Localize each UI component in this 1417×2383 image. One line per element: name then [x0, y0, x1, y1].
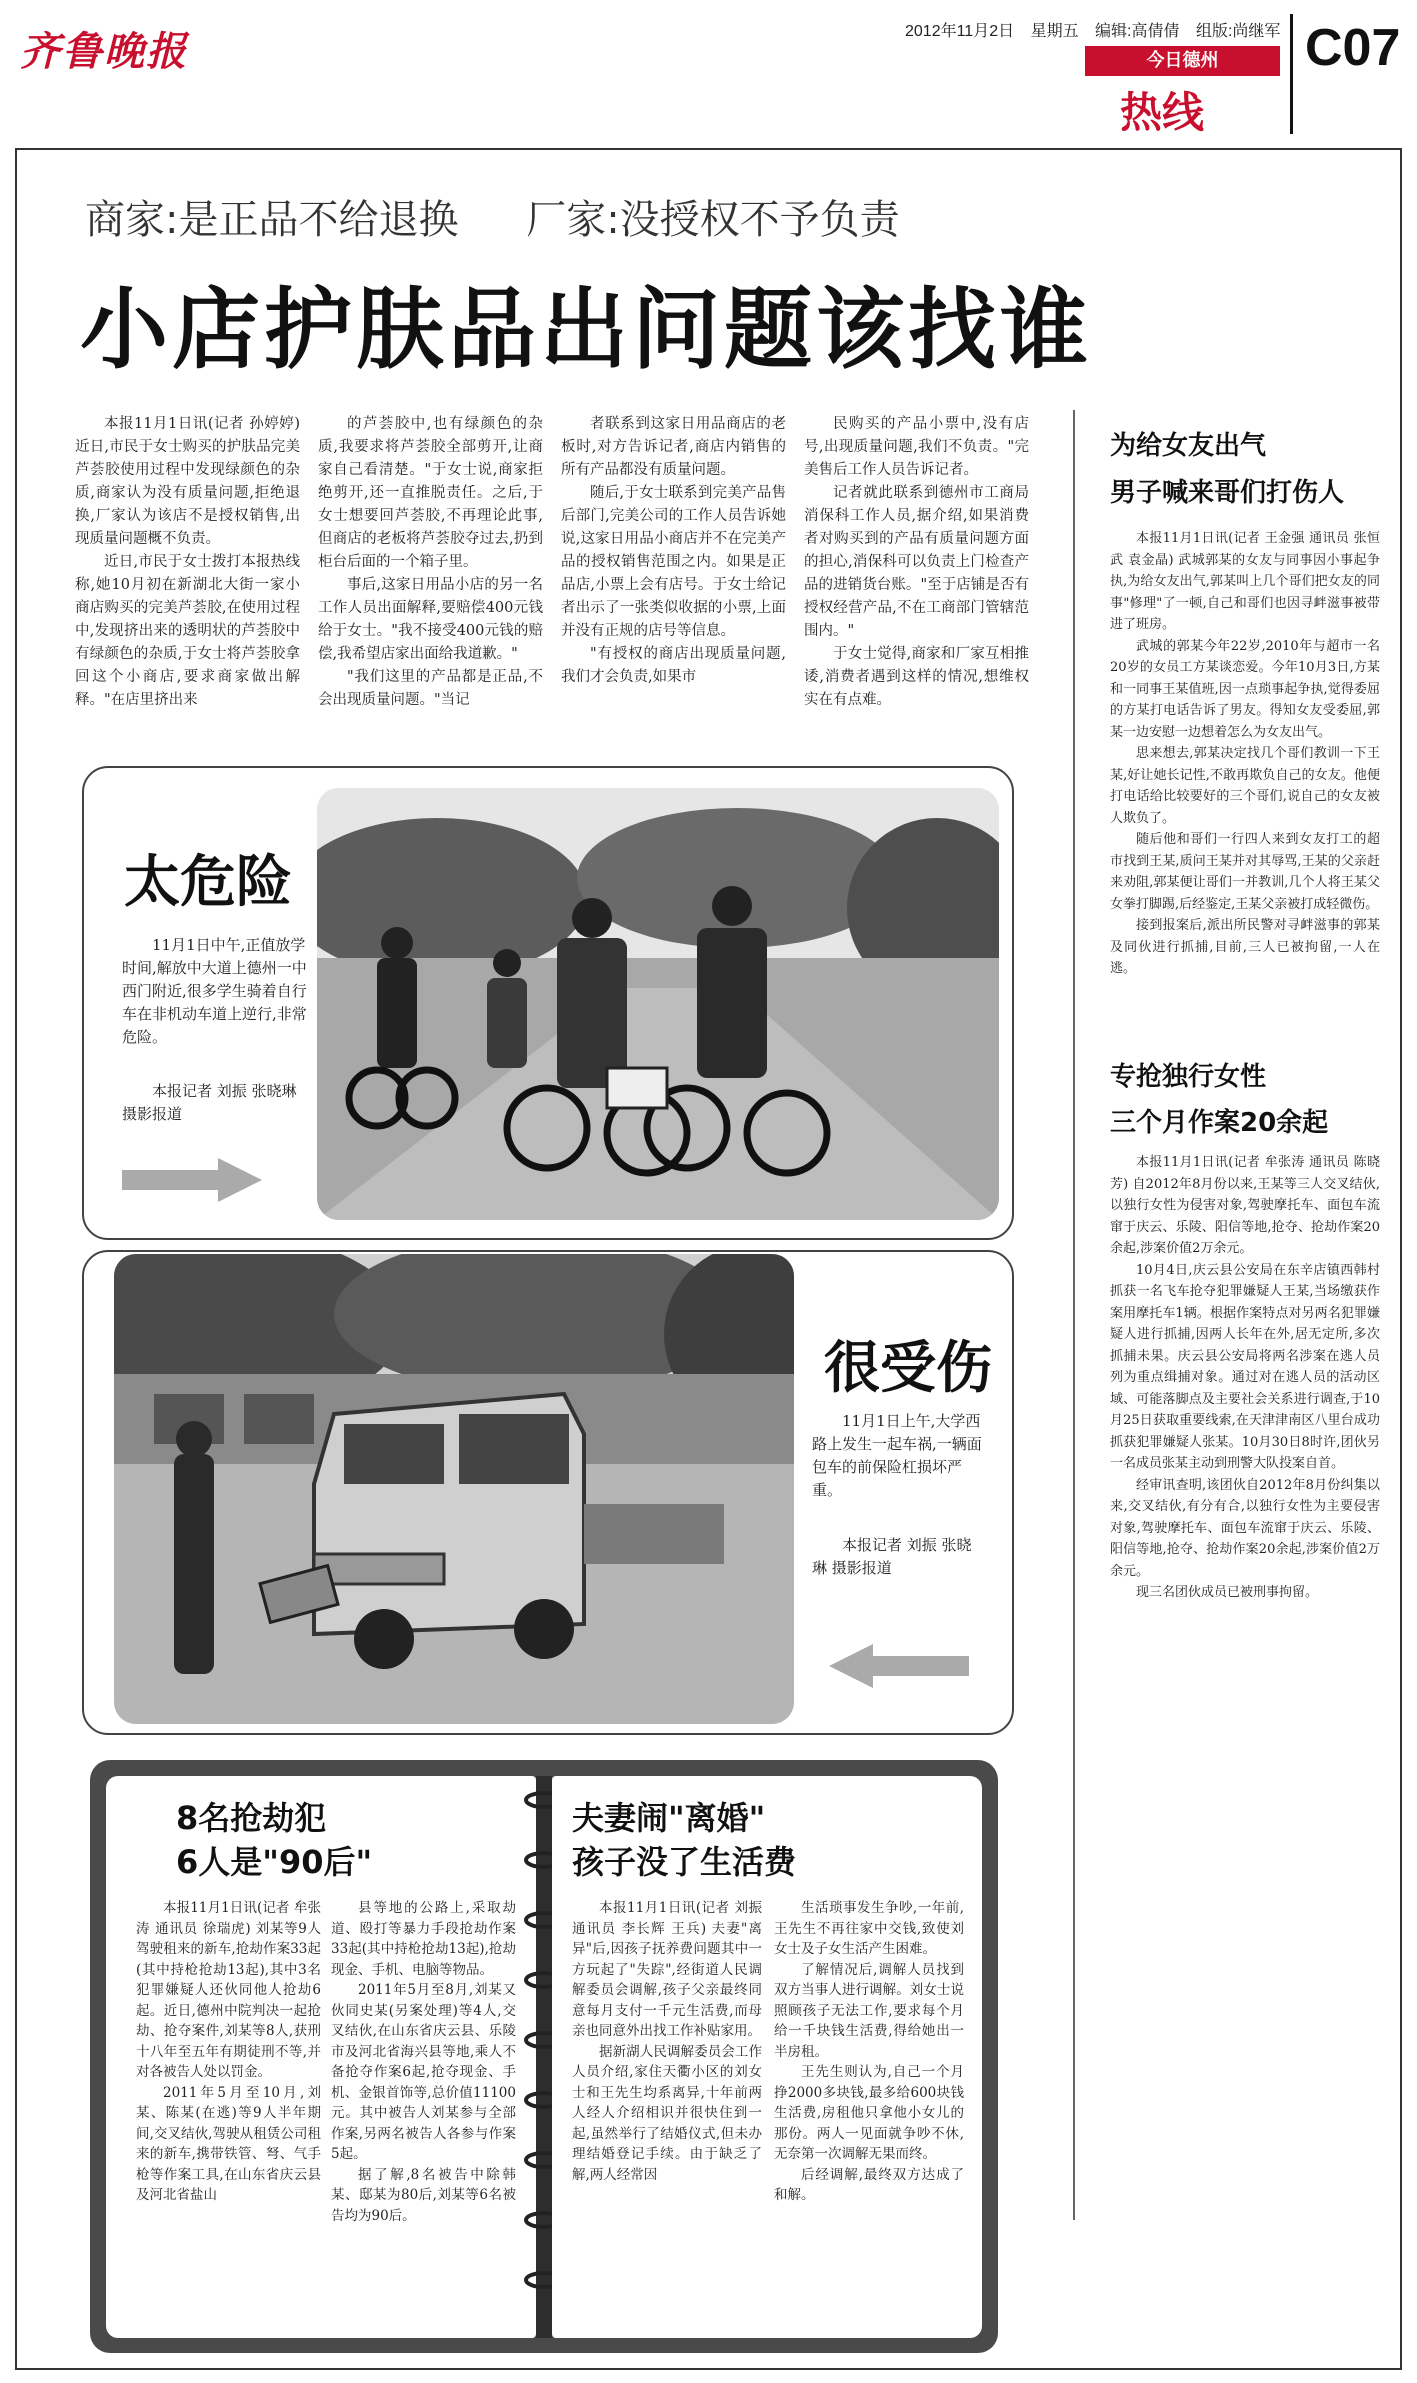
header-divider	[1290, 14, 1293, 134]
photo-label-danger: 太危险	[124, 850, 292, 915]
issue-info	[905, 18, 1292, 41]
photo-van-accident	[114, 1254, 794, 1724]
layout-credit: 组版:尚继军	[1195, 23, 1281, 40]
paragraph: 武城的郭某今年22岁,2010年与超市一名20岁的女员工方某谈恋爱。今年10月3日,方某和一同事王某值班,因一点琐事起争执,觉得委屈的方某打电话告诉了男友。得知女友受委屈,郭某一边安慰一边想着怎么为女友出气。	[1110, 638, 1380, 740]
paragraph: 本报11月1日讯(记者 孙婷婷) 近日,市民于女士购买的护肤品完美芦荟胶使用过程中发现绿颜色的杂质,商家认为没有质量问题,拒绝退换,厂家认为该店不是授权销售,出现质量问题概不负责。	[75, 416, 300, 547]
main-story-column-1	[75, 413, 300, 712]
main-story-column-2	[318, 413, 543, 712]
robbery-column-2	[331, 1898, 516, 2226]
sidebar-story-2-title-line-2: 三个月作案20余起	[1110, 1108, 1329, 1138]
notebook-page-right	[552, 1776, 982, 2338]
arrow-left-icon	[829, 1644, 969, 1688]
arrow-right-icon	[122, 1158, 262, 1202]
sidebar-story-1-title-line-2: 男子喊来哥们打伤人	[1110, 478, 1345, 508]
paragraph: 后经调解,最终双方达成了和解。	[774, 2166, 964, 2203]
main-story-column-4	[804, 413, 1029, 712]
sidebar-story-2-title-line-1: 专抢独行女性	[1110, 1062, 1267, 1092]
headline: 小店护肤品出问题该找谁	[80, 278, 1093, 381]
paragraph: 据了解,8名被告中除韩某、邸某为80后,刘某等6名被告均为90后。	[331, 2166, 516, 2224]
divorce-column-2	[774, 1898, 964, 2206]
divorce-title-line-1: 夫妻闹"离婚"	[572, 1799, 766, 1837]
van-photo-illustration	[114, 1254, 794, 1724]
sidebar-story-1-title-line-1: 为给女友出气	[1110, 431, 1267, 461]
main-story-column-3	[561, 413, 786, 689]
sidebar-story-2-body	[1110, 1152, 1380, 1604]
photo-cyclists	[317, 788, 999, 1220]
paragraph: 于女士觉得,商家和厂家互相推诿,消费者遇到这样的情况,想维权实在有点难。	[804, 646, 1029, 708]
paragraph: 者联系到这家日用品商店的老板时,对方告诉记者,商店内销售的所有产品都没有质量问题。	[561, 416, 786, 478]
paragraph: 接到报案后,派出所民警对寻衅滋事的郭某及同伙进行抓捕,目前,三人已被拘留,一人在逃。	[1110, 918, 1380, 976]
subheadline-part-1: 商家:是正品不给退换	[85, 197, 459, 243]
paragraph: 王先生则认为,自己一个月挣2000多块钱,最多给600块钱生活费,房租他只拿他小女儿的那份。两人一见面就争吵不休,无奈第一次调解无果而终。	[774, 2064, 964, 2162]
subheadline	[85, 188, 900, 245]
photo-card-danger	[82, 766, 1014, 1240]
paragraph: 2011年5月至8月,刘某又伙同史某(另案处理)等4人,交叉结伙,在山东省庆云县、乐陵市及河北省海兴县等地,乘人不备抢夺作案6起,抢夺现金、手机、金银首饰等,总价值11100元。其中被告人刘某参与全部作案,另两名被告人各参与作案5起。	[331, 1982, 516, 2162]
paragraph: 现三名团伙成员已被刑事拘留。	[1136, 1585, 1319, 1600]
paragraph: 记者就此联系到德州市工商局消保科工作人员,据介绍,如果消费者对购买到的产品有质量问题方面的担心,消保科可以负责上门检查产品的进销货台账。"至于店铺是否有授权经营产品,不在工商部门管辖范围内。"	[804, 485, 1029, 639]
divorce-title-line-2: 孩子没了生活费	[572, 1843, 797, 1881]
paragraph: 的芦荟胶中,也有绿颜色的杂质,我要求将芦荟胶全部剪开,让商家自己看清楚。"于女士说,商家拒绝剪开,还一直推脱责任。之后,于女士想要回芦荟胶,不再理论此事,但商店的老板将芦荟胶夺过去,扔到柜台后面的一个箱子里。	[318, 416, 543, 570]
subheadline-part-2: 厂家:没授权不予负责	[526, 197, 900, 243]
photo-label-injured: 很受伤	[824, 1336, 992, 1401]
sidebar-divider	[1073, 410, 1075, 2220]
cyclists-photo-illustration	[317, 788, 999, 1220]
paragraph: 10月4日,庆云县公安局在东辛店镇西韩村抓获一名飞车抢夺犯罪嫌疑人王某,当场缴获作案用摩托车1辆。根据作案特点对另两名犯罪嫌疑人进行抓捕,因两人长年在外,居无定所,多次抓捕未果。庆云县公安局将两名涉案在逃人员列为重点缉捕对象。通过对在逃人员的活动区域、可能落脚点及主要社会关系进行调查,于10月25日获取重要线索,在天津津南区八里台成功抓获犯罪嫌疑人张某。10月30日8时许,团伙另一名成员张某主动到刑警大队投案自首。	[1110, 1262, 1380, 1471]
editor-credit: 编辑:高倩倩	[1095, 23, 1180, 40]
divorce-column-1	[572, 1898, 762, 2185]
paragraph: 随后他和哥们一行四人来到女友打工的超市找到王某,质问王某并对其辱骂,王某的父亲赶来劝阻,郭某便让哥们一并教训,几个人将王某父女拳打脚踢,后经鉴定,王某父亲被打成轻微伤。	[1110, 832, 1380, 912]
paragraph: 本报11月1日讯(记者 牟张涛 通讯员 陈晓芳) 自2012年8月份以来,王某等三人交叉结伙,以独行女性为侵害对象,驾驶摩托车、面包车流窜于庆云、乐陵、阳信等地,抢夺、抢劫作案20余起,涉案价值2万余元。	[1110, 1155, 1380, 1256]
notebook-page-left	[106, 1776, 536, 2338]
paragraph: 本报11月1日讯(记者 王金强 通讯员 张恒武 袁金晶) 武城郭某的女友与同事因小事起争执,为给女友出气,郭某叫上几个哥们把女友的同事"修理"了一顿,自己和哥们也因寻衅滋事被带进了班房。	[1110, 531, 1380, 632]
section-title: 热线	[1120, 88, 1205, 137]
paragraph: 据新湖人民调解委员会工作人员介绍,家住天衢小区的刘女士和王先生均系离异,十年前两人经人介绍相识并很快住到一起,虽然举行了结婚仪式,但未办理结婚登记手续。由于缺乏了解,两人经常因	[572, 2043, 762, 2183]
paragraph: 生活琐事发生争吵,一年前,王先生不再往家中交钱,致使刘女士及子女生活产生困难。	[774, 1900, 964, 1957]
paragraph: "我们这里的产品都是正品,不会出现质量问题。"当记	[318, 669, 543, 708]
paragraph: 民购买的产品小票中,没有店号,出现质量问题,我们不负责。"完美售后工作人员告诉记者。	[804, 416, 1029, 478]
sidebar-story-1-body	[1110, 528, 1380, 980]
photo-caption-danger: 11月1日中午,正值放学时间,解放中大道上德州一中西门附近,很多学生骑着自行车在非机动车道上逆行,非常危险。	[122, 936, 307, 1046]
issue-date: 2012年11月2日	[905, 23, 1015, 40]
photo-caption-injured: 11月1日上午,大学西路上发生一起车祸,一辆面包车的前保险杠损坏严重。	[812, 1412, 982, 1499]
robbery-title-line-2: 6人是"90后"	[176, 1843, 373, 1881]
paragraph: 事后,这家日用品小店的另一名工作人员出面解释,要赔偿400元钱给于女士。"我不接受400元钱的赔偿,我希望店家出面给我道歉。"	[318, 577, 543, 662]
paragraph: 了解情况后,调解人员找到双方当事人进行调解。刘女士说照顾孩子无法工作,要求每个月给一千块钱生活费,得给她出一半房租。	[774, 1961, 964, 2060]
masthead-logo: 齐鲁晚报	[20, 28, 188, 75]
photo-credit-injured: 本报记者 刘振 张晓琳 摄影报道	[812, 1536, 972, 1577]
issue-weekday: 星期五	[1030, 23, 1079, 40]
paragraph: 经审讯查明,该团伙自2012年8月份纠集以来,交叉结伙,有分有合,以独行女性为主要侵害对象,驾驶摩托车、面包车流窜于庆云、乐陵、阳信等地,抢夺、抢劫作案20余起,涉案价值2万余元。	[1110, 1477, 1380, 1579]
page-number: C07	[1305, 19, 1401, 77]
photo-card-injured	[82, 1250, 1014, 1735]
paragraph: "有授权的商店出现质量问题,我们才会负责,如果市	[561, 646, 786, 685]
paragraph: 2011年5月至10月,刘某、陈某(在逃)等9人半年期间,交叉结伙,驾驶从租赁公司租来的新车,携带铁管、弩、气手枪等作案工具,在山东省庆云县及河北省盐山	[136, 2084, 321, 2203]
paragraph: 本报11月1日讯(记者 牟张涛 通讯员 徐瑞虎) 刘某等9人驾驶租来的新车,抢劫作案33起(其中持枪抢劫13起),其中3名犯罪嫌疑人还伙同他人抢劫6起。近日,德州中院判决一起抢劫、抢夺案件,刘某等8人,获刑十八年至五年有期徒刑不等,并对各被告人处以罚金。	[136, 1900, 321, 2080]
paragraph: 思来想去,郭某决定找几个哥们教训一下王某,好让她长记性,不敢再欺负自己的女友。他便打电话给比较要好的三个哥们,说自己的女友被人欺负了。	[1110, 746, 1380, 826]
notebook-panel	[90, 1760, 998, 2353]
paragraph: 县等地的公路上,采取劫道、殴打等暴力手段抢劫作案33起(其中持枪抢劫13起),抢劫现金、手机、电脑等物品。	[331, 1900, 516, 1978]
robbery-column-1	[136, 1898, 321, 2206]
paragraph: 本报11月1日讯(记者 刘振 通讯员 李长辉 王兵) 夫妻"离异"后,因孩子抚养费问题其中一方玩起了"失踪",经街道人民调解委员会调解,孩子父亲最终同意每月支付一千元生活费,而母亲也同意外出找工作补贴家用。	[572, 1900, 762, 2039]
paragraph: 近日,市民于女士拨打本报热线称,她10月初在新湖北大街一家小商店购买的完美芦荟胶,在使用过程中,发现挤出来的透明状的芦荟胶中有绿颜色的杂质,于女士将芦荟胶拿回这个小商店,要求商家做出解释。"在店里挤出来	[75, 554, 300, 708]
section-badge: 今日德州	[1085, 46, 1280, 76]
robbery-title-line-1: 8名抢劫犯	[176, 1799, 327, 1837]
photo-credit-danger: 本报记者 刘振 张晓琳 摄影报道	[122, 1082, 297, 1123]
paragraph: 随后,于女士联系到完美产品售后部门,完美公司的工作人员告诉她说,这家日用品小商店并不在完美产品的授权销售范围之内。如果是正品店,小票上会有店号。于女士给记者出示了一张类似收据的小票,上面并没有正规的店号等信息。	[561, 485, 786, 639]
